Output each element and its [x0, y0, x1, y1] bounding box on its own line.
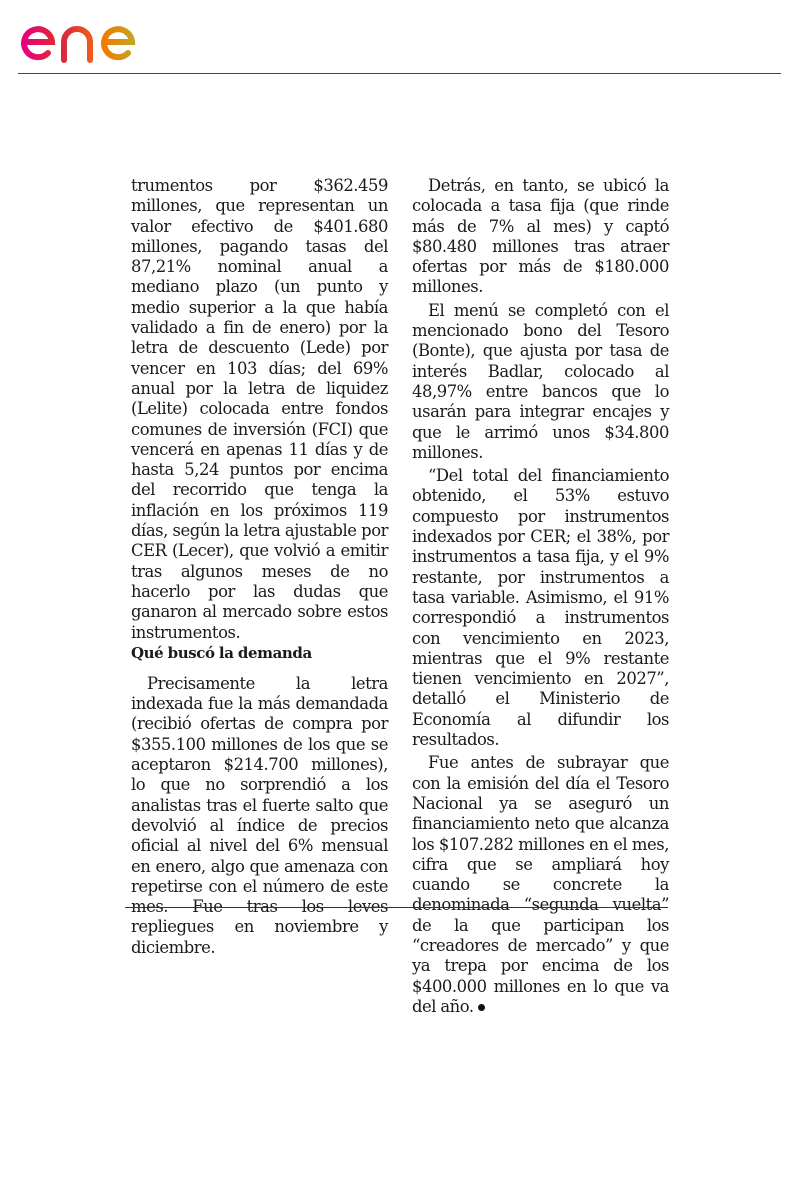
article-paragraph: trumentos por $362.459 millones, que representan un valor efectivo de $401.680 millones, pagando tasas del 87,21% nominal anual a mediano plazo (un punto y medio superior a la que había validado a fin de enero) por la letra de descuento (Lede) por vencer en 103 días; del 69% anual por la letra de liquidez (Lelite) colocada entre fondos comunes de inversión (FCI) que vencerá en apenas 11 días y de hasta 5,24 puntos por encima del recorrido que tenga la inflación en los próximos 119 días, según la letra ajustable por CER (Lecer), que volvió a emitir tras algunos meses de no hacerlo por las dudas que ganaron al mercado sobre estos instrumentos. [131, 176, 388, 642]
enel-logo-mark [18, 4, 178, 66]
article-column-right [412, 176, 669, 1017]
footer-divider [125, 907, 668, 908]
article-paragraph: Detrás, en tanto, se ubicó la colocada a tasa fija (que rinde más de 7% al mes) y captó $80.480 millones tras atraer ofertas por más de $180.000 millones. [412, 176, 669, 297]
article-column-left [131, 176, 388, 958]
article-paragraph-text: Fue antes de subrayar que con la emisión del día el Tesoro Nacional ya se aseguró un financiamiento neto que alcanza los $107.282 millones en el mes, cifra que se ampliará hoy cuando se concrete la denominada “segunda vuelta” de la que participan los “creadores de mercado” y que ya trepa por encima de los $400.000 millones en lo que va del año. [412, 753, 669, 1016]
article-paragraph: El menú se completó con el mencionado bono del Tesoro (Bonte), que ajusta por tasa de interés Badlar, colocado al 48,97% entre bancos que lo usarán para integrar encajes y que le arrimó unos $34.800 millones. [412, 300, 669, 462]
article-paragraph: “Del total del financiamiento obtenido, el 53% estuvo compuesto por instrumentos indexados por CER; el 38%, por instrumentos a tasa fija, y el 9% restante, por instrumentos a tasa variable. Asimismo, el 91% correspondió a instrumentos con vencimiento en 2023, mientras que el 9% restante tienen vencimiento en 2027”, detalló el Ministerio de Economía al difundir los resultados. [412, 466, 669, 750]
end-of-article-bullet-icon [478, 1004, 485, 1011]
article-paragraph: Precisamente la letra indexada fue la más demandada (recibió ofertas de compra por $355.100 millones de los que se aceptaron $214.700 millones), lo que no sorprendió a los analistas tras el fuerte salto que devolvió al índice de precios oficial al nivel del 6% mensual en enero, algo que amenaza con repetirse con el número de este mes. Fue tras los leves repliegues en noviembre y diciembre. [131, 673, 388, 957]
enel-logo [18, 4, 178, 66]
article-paragraph-final [412, 753, 669, 1017]
header-divider [18, 73, 781, 74]
section-subheading: Qué buscó la demanda [131, 643, 312, 662]
